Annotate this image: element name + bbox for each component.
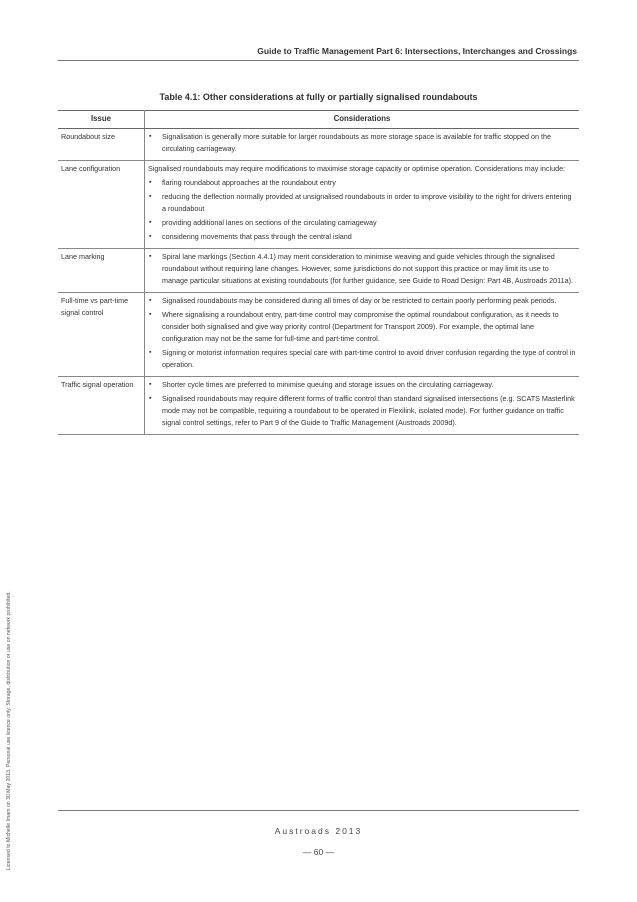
considerations-cell (145, 293, 580, 377)
considerations-cell (145, 377, 580, 435)
bullet-icon: ▪ (149, 381, 152, 388)
considerations-cell (145, 249, 580, 293)
page-number: — 60 — (302, 847, 335, 857)
list-item-text: reducing the deflection normally provided at unsignalised roundabouts in order to improve visibility to the right for drivers entering a roundabout (162, 192, 572, 213)
table-row (58, 249, 579, 293)
list-item-text: considering movements that pass through the central island (162, 232, 352, 241)
column-header-issue: Issue (58, 111, 145, 129)
considerations-list (148, 379, 576, 429)
bullet-icon: ▪ (149, 253, 152, 260)
bullet-icon: ▪ (149, 297, 152, 304)
issue-cell: Lane marking (58, 249, 145, 293)
table-body (58, 129, 579, 435)
bullet-icon: ▪ (149, 311, 152, 318)
issue-cell: Lane configuration (58, 161, 145, 249)
list-item-text: Signing or motorist information requires special care with part-time control to avoid driver confusion regarding the type of control in operation. (162, 348, 576, 369)
list-item-text: Signalised roundabouts may require different forms of traffic control than standard signalised intersections (e.g. SCATS Masterlink mode may not be compatible, requiring a roundabout to be operated in Flexilink, isolated mode). For further guidance on traffic signal control settings, refer to Part 9 of the Guide to Traffic Management (Austroads 2009d). (162, 394, 575, 427)
issue-cell: Roundabout size (58, 129, 145, 161)
considerations-intro: Signalised roundabouts may require modifications to maximise storage capacity or optimise operation. Considerations may include: (148, 164, 566, 173)
licence-side-note: Licensed to Michelle Imam on 30 May 2013. Personal use licence only. Storage, distribution or use on network prohibited. (6, 591, 12, 870)
list-item-text: Spiral lane markings (Section 4.4.1) may merit consideration to minimise weaving and guide vehicles through the signalised roundabout without requiring lane changes. However, some jurisdictions do not support this practice or may limit its use to manage particular situations at existing roundabouts (for further guidance, see Guide to Road Design: Part 4B, Austroads 2011a). (162, 252, 573, 285)
bullet-icon: ▪ (149, 395, 152, 402)
considerations-list (148, 251, 576, 287)
running-header: Guide to Traffic Management Part 6: Intersections, Interchanges and Crossings (257, 46, 577, 56)
list-item (148, 379, 576, 391)
table-header-row (58, 111, 579, 129)
list-item-text: Signalisation is generally more suitable for larger roundabouts as more storage space is available for traffic stopped on the circulating carriageway. (162, 132, 552, 153)
table-caption: Table 4.1: Other considerations at fully or partially signalised roundabouts (159, 92, 478, 102)
table-row (58, 377, 579, 435)
bullet-icon: ▪ (149, 219, 152, 226)
bullet-icon: ▪ (149, 179, 152, 186)
list-item-text: Shorter cycle times are preferred to minimise queuing and storage issues on the circulating carriageway. (162, 380, 494, 389)
list-item (148, 131, 576, 155)
footer-organisation: Austroads 2013 (274, 826, 363, 836)
list-item-text: Signalised roundabouts may be considered during all times of day or be restricted to certain poorly performing peak periods. (162, 296, 557, 305)
bullet-icon: ▪ (149, 233, 152, 240)
list-item (148, 231, 576, 243)
considerations-list (148, 295, 576, 371)
bullet-icon: ▪ (149, 349, 152, 356)
list-item (148, 295, 576, 307)
header-divider (58, 60, 579, 61)
considerations-cell (145, 161, 580, 249)
list-item (148, 251, 576, 287)
column-header-considerations: Considerations (145, 111, 580, 129)
table-row (58, 161, 579, 249)
considerations-table (58, 110, 579, 435)
bullet-icon: ▪ (149, 193, 152, 200)
bullet-icon: ▪ (149, 133, 152, 140)
list-item-text: providing additional lanes on sections of the circulating carriageway (162, 218, 377, 227)
list-item (148, 393, 576, 429)
considerations-list (148, 131, 576, 155)
table-row (58, 293, 579, 377)
table-row (58, 129, 579, 161)
footer-divider (58, 810, 579, 811)
considerations-cell (145, 129, 580, 161)
issue-cell: Full-time vs part-time signal control (58, 293, 145, 377)
issue-cell: Traffic signal operation (58, 377, 145, 435)
list-item (148, 309, 576, 345)
list-item-text: flaring roundabout approaches at the roundabout entry (162, 178, 336, 187)
list-item (148, 191, 576, 215)
list-item (148, 217, 576, 229)
list-item (148, 177, 576, 189)
considerations-list (148, 177, 576, 243)
list-item-text: Where signalising a roundabout entry, part-time control may compromise the optimal roundabout configuration, as it needs to consider both signalised and give way priority control (Department for Transport 2009). For example, the optimal lane configuration may not be the same for full-time and part-time control. (162, 310, 559, 343)
list-item (148, 347, 576, 371)
